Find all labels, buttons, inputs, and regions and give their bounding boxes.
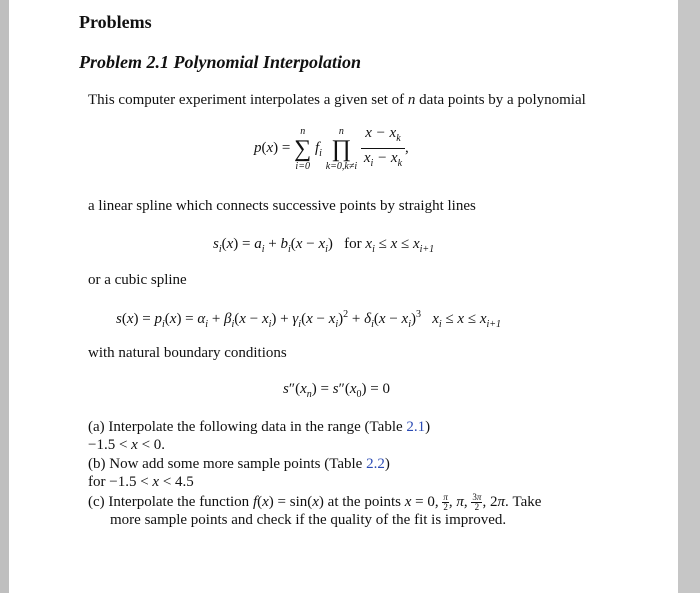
part-a-line2: −1.5 < x < 0. — [88, 437, 166, 453]
right-margin-strip — [678, 0, 700, 593]
part-b-line2: for −1.5 < x < 4.5 — [88, 474, 194, 490]
table-link-2-1[interactable]: 2.1 — [406, 419, 426, 435]
boundary-equation: $s''(x_n) = s''(x_0) = 0$ — [283, 381, 390, 400]
part-c-line2: more sample points and check if the quality of the fit is improved. — [110, 512, 507, 528]
sum-operator: n ∑ i=0 — [294, 125, 312, 172]
product-operator: n ∏ k=0,k≠i — [325, 125, 358, 172]
cubic-spline-equation: $s(x) = p_i(x) = \alpha_i + \beta_i(x - x_i) + \gamma_i(x - x_i)^2 + \delta_i(x - x_i)^3$ $x_i \le x \le x_{i+1}$ — [116, 309, 502, 330]
linear-spline-equation: $s_i(x) = a_i + b_i(x - x_i)$ for $x_i \le x \le x_{i+1}$ — [213, 236, 435, 255]
table-link-2-2[interactable]: 2.2 — [366, 456, 385, 472]
lagrange-equation: p(x) = n ∑ i=0 $f_i$ n ∏ k=0,k≠i $\frac{x - x_k}{x_i - x_k}$ , — [254, 125, 409, 172]
part-a-line1: (a) Interpolate the following data in the range (Table 2.1) — [88, 419, 431, 435]
part-b-line1: (b) Now add some more sample points (Table 2.2) — [88, 456, 390, 472]
intro-paragraph: This computer experiment interpolates a given set of n data points by a polynomial — [88, 92, 586, 108]
section-heading: Problems — [79, 12, 152, 32]
boundary-text: with natural boundary conditions — [88, 345, 287, 361]
lagrange-fraction: $\frac{x - x_k}{x_i - x_k}$ — [361, 124, 405, 173]
linear-spline-text: a linear spline which connects successive points by straight lines — [88, 198, 476, 214]
cubic-spline-text: or a cubic spline — [88, 272, 187, 288]
part-c-line1: (c) Interpolate the function f(x) = sin(x) at the points x = 0, $\frac{\pi}{2}$ , π, $\frac{3\pi}{2}$ , 2π. Take — [88, 492, 542, 512]
left-margin-strip — [0, 0, 9, 593]
problem-title: Problem 2.1 Polynomial Interpolation — [79, 52, 362, 72]
